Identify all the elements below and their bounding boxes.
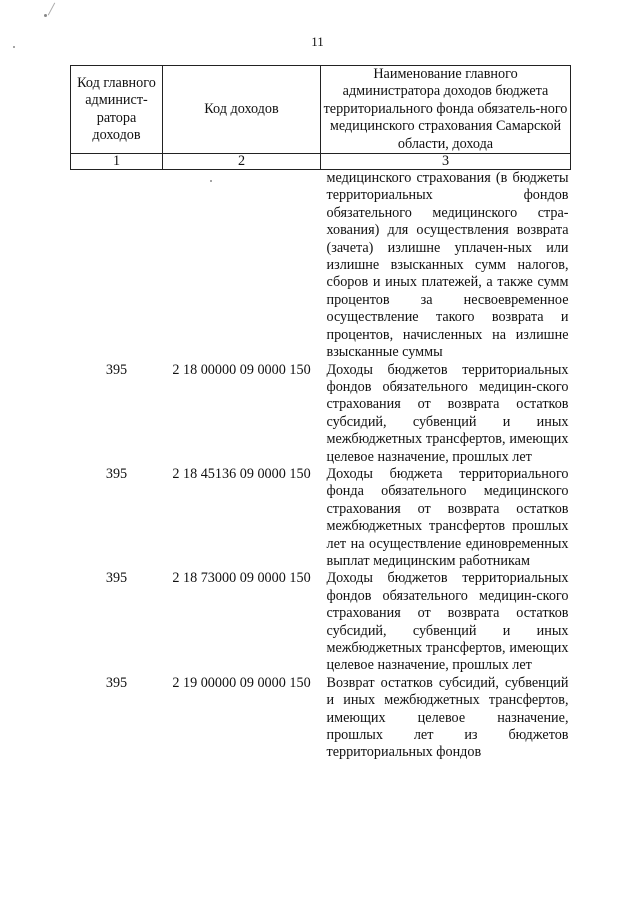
- admin-code-cell: 395: [105, 361, 128, 378]
- income-name-text: Доходы бюджетов территориальных фондов обязательного медицин-ского страхования от возврата остатков субсидий, субвенций и иных межбюджетных трансфертов, имеющих целевое назначение, прошлых лет: [326, 570, 569, 674]
- income-name-text: Доходы бюджетов территориальных фондов обязательного медицин-ского страхования от возврата остатков субсидий, субвенций и иных межбюджетных трансфертов, имеющих целевое назначение, прошлых лет: [326, 361, 569, 465]
- table-row: [71, 466, 571, 570]
- income-name-text: Возврат остатков субсидий, субвенций и иных межбюджетных трансфертов, имеющих целевое назначение, прошлых лет из бюджетов территориальных фондов: [326, 674, 569, 761]
- income-codes-table: [70, 65, 571, 762]
- income-code-cell: 2 18 73000 09 0000 150: [172, 570, 311, 587]
- header-income-name: Наименование главного администратора доходов бюджета территориального фонда обязатель-ного медицинского страхования Самарской области, дохода: [321, 66, 571, 154]
- column-number: 1: [71, 154, 163, 170]
- admin-code-cell: 395: [105, 465, 128, 482]
- table-row: [71, 170, 571, 362]
- income-name-cell: [321, 466, 571, 570]
- income-code-cell: 2 18 45136 09 0000 150: [172, 465, 311, 482]
- income-code-cell: 2 18 00000 09 0000 150: [172, 361, 311, 378]
- income-name-cell: [321, 170, 571, 362]
- table-row: [71, 675, 571, 762]
- income-name-cell: [321, 570, 571, 674]
- income-name-cell: [321, 675, 571, 762]
- table-header-row: [71, 66, 571, 154]
- header-income-code: Код доходов: [163, 66, 321, 154]
- admin-code-cell: [71, 170, 163, 362]
- scan-stroke-mark: [48, 3, 55, 16]
- header-admin-code: Код главного админист-ратора доходов: [71, 66, 163, 154]
- income-name-text: Доходы бюджета территориального фонда обязательного медицинского страхования от возврата остатков межбюджетных трансфертов прошлых лет на осуществление единовременных выплат медицинским работникам: [326, 465, 569, 569]
- column-number: 3: [321, 154, 571, 170]
- income-name-text: медицинского страхования (в бюджеты территориальных фондов обязательного медицинского стра-хования) для осуществления возврата (зачета) излишне уплачен-ных или излишне взысканных сумм налогов, сборов и иных платежей, а также сумм процентов за несвоевременное осуществление такого возврата и процентов, начисленных на излишне взысканные суммы: [326, 170, 569, 361]
- column-numbers-row: [71, 154, 571, 170]
- income-name-cell: [321, 362, 571, 466]
- income-code-cell: 2 19 00000 09 0000 150: [172, 674, 311, 691]
- admin-code-cell: 395: [105, 674, 128, 691]
- admin-code-cell: 395: [105, 570, 128, 587]
- column-number: 2: [163, 154, 321, 170]
- page-number: 11: [311, 34, 324, 49]
- table-row: [71, 362, 571, 466]
- table-row: [71, 570, 571, 674]
- income-code-cell: [163, 170, 321, 362]
